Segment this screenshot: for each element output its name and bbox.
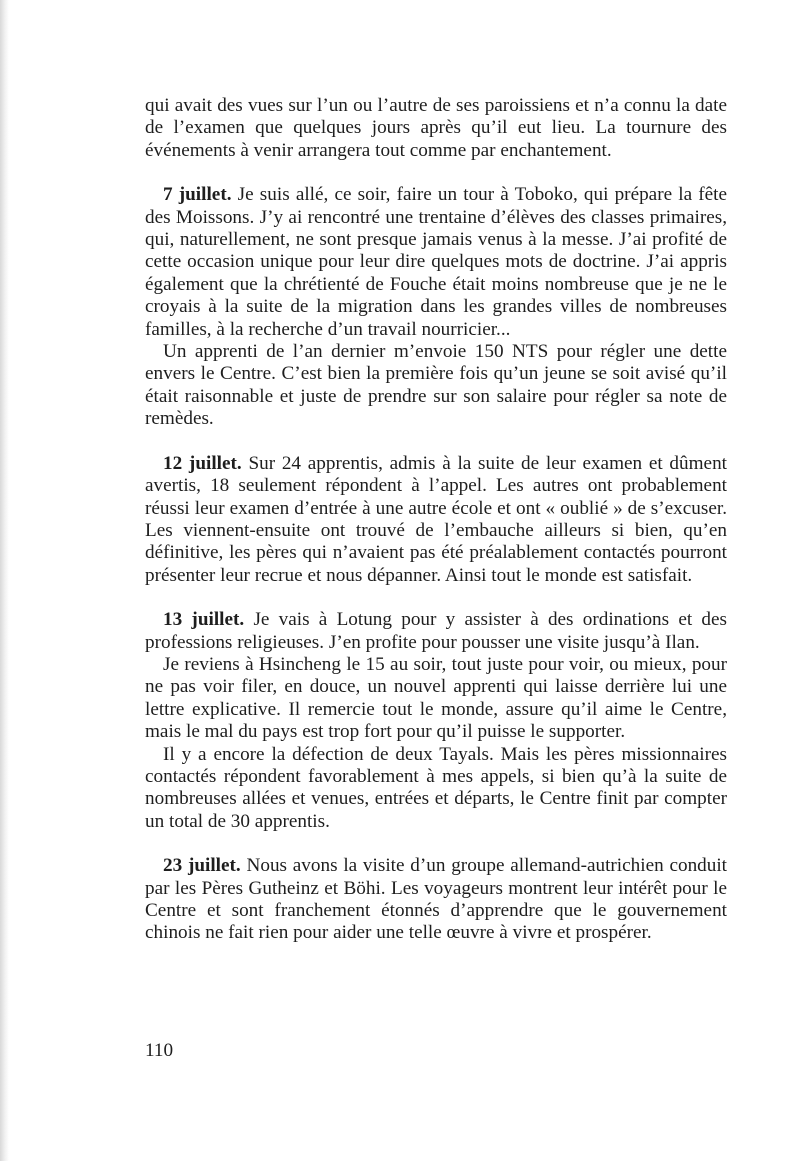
entry-paragraph xyxy=(145,855,727,945)
journal-entry-23-juillet xyxy=(145,855,727,945)
entry-paragraph: Je reviens à Hsincheng le 15 au soir, tout juste pour voir, ou mieux, pour ne pas voir filer, en douce, un nouvel apprenti qui laisse derrière lui une lettre explicative. Il remercie tout le monde, assure qu’il aime le Centre, mais le mal du pays est trop fort pour qu’il puisse le supporter. xyxy=(145,653,727,743)
entry-date: 7 juillet. xyxy=(163,184,232,206)
entry-text: Sur 24 apprentis, admis à la suite de leur examen et dûment avertis, 18 seulement répondent à l’appel. Les autres ont probablement réussi leur examen d’entrée à une autre école et ont « oublié » de s’excuser. Les viennent-ensuite ont trouvé de l’embauche ailleurs si bien, qu’en définitive, les pères qui n’avaient pas été préalablement contactés pourront présenter leur recrue et nous dépanner. Ainsi tout le monde est satisfait. xyxy=(145,452,727,586)
entry-paragraph: Un apprenti de l’an dernier m’envoie 150 NTS pour régler une dette envers le Centre. C’est bien la première fois qu’un jeune se soit avisé qu’il était raisonnable et juste de prendre sur son salaire pour régler sa note de remèdes. xyxy=(145,341,727,430)
entry-date: 23 juillet. xyxy=(163,855,241,877)
journal-entry-7-juillet xyxy=(145,184,727,430)
journal-entry-13-juillet xyxy=(145,609,727,833)
entry-paragraph xyxy=(145,453,727,587)
journal-entry-12-juillet xyxy=(145,453,727,587)
entry-text: Je vais à Lotung pour y assister à des ordinations et des professions religieuses. J’en profite pour pousser une visite jusqu’à Ilan. xyxy=(145,609,728,653)
entry-paragraph xyxy=(145,184,727,341)
opening-paragraph: qui avait des vues sur l’un ou l’autre de ses paroissiens et n’a connu la date de l’examen que quelques jours après qu’il eut lieu. La tournure des événements à venir arrangera tout comme par enchantement. xyxy=(145,95,727,161)
text-column xyxy=(145,95,727,945)
entry-paragraph xyxy=(145,609,727,654)
entry-text: Nous avons la visite d’un groupe allemand-autrichien conduit par les Pères Gutheinz et Böhi. Les voyageurs montrent leur intérêt pour le Centre et sont franchement étonnés d’apprendre que le gouvernement chinois ne fait rien pour aider une telle œuvre à vivre et prospérer. xyxy=(145,855,728,944)
entry-date: 12 juillet. xyxy=(163,452,242,474)
entry-text: Je suis allé, ce soir, faire un tour à Toboko, qui prépare la fête des Moissons. J’y ai rencontré une trentaine d’élèves des classes primaires, qui, naturellement, ne sont presque jamais venus à la messe. J’ai profité de cette occasion unique pour leur dire quelques mots de doctrine. J’ai appris également que la chrétienté de Fouche était moins nombreuse que je ne le croyais à la suite de la migration dans les grandes villes de nombreuses familles, à la recherche d’un travail nourricier... xyxy=(145,184,727,340)
entry-date: 13 juillet. xyxy=(163,609,245,631)
page-edge-shadow xyxy=(0,0,9,1161)
entry-paragraph: Il y a encore la défection de deux Tayals. Mais les pères missionnaires contactés répondent favorablement à mes appels, si bien qu’à la suite de nombreuses allées et venues, entrées et départs, le Centre finit par compter un total de 30 apprentis. xyxy=(145,743,727,832)
page-number: 110 xyxy=(145,1040,174,1061)
